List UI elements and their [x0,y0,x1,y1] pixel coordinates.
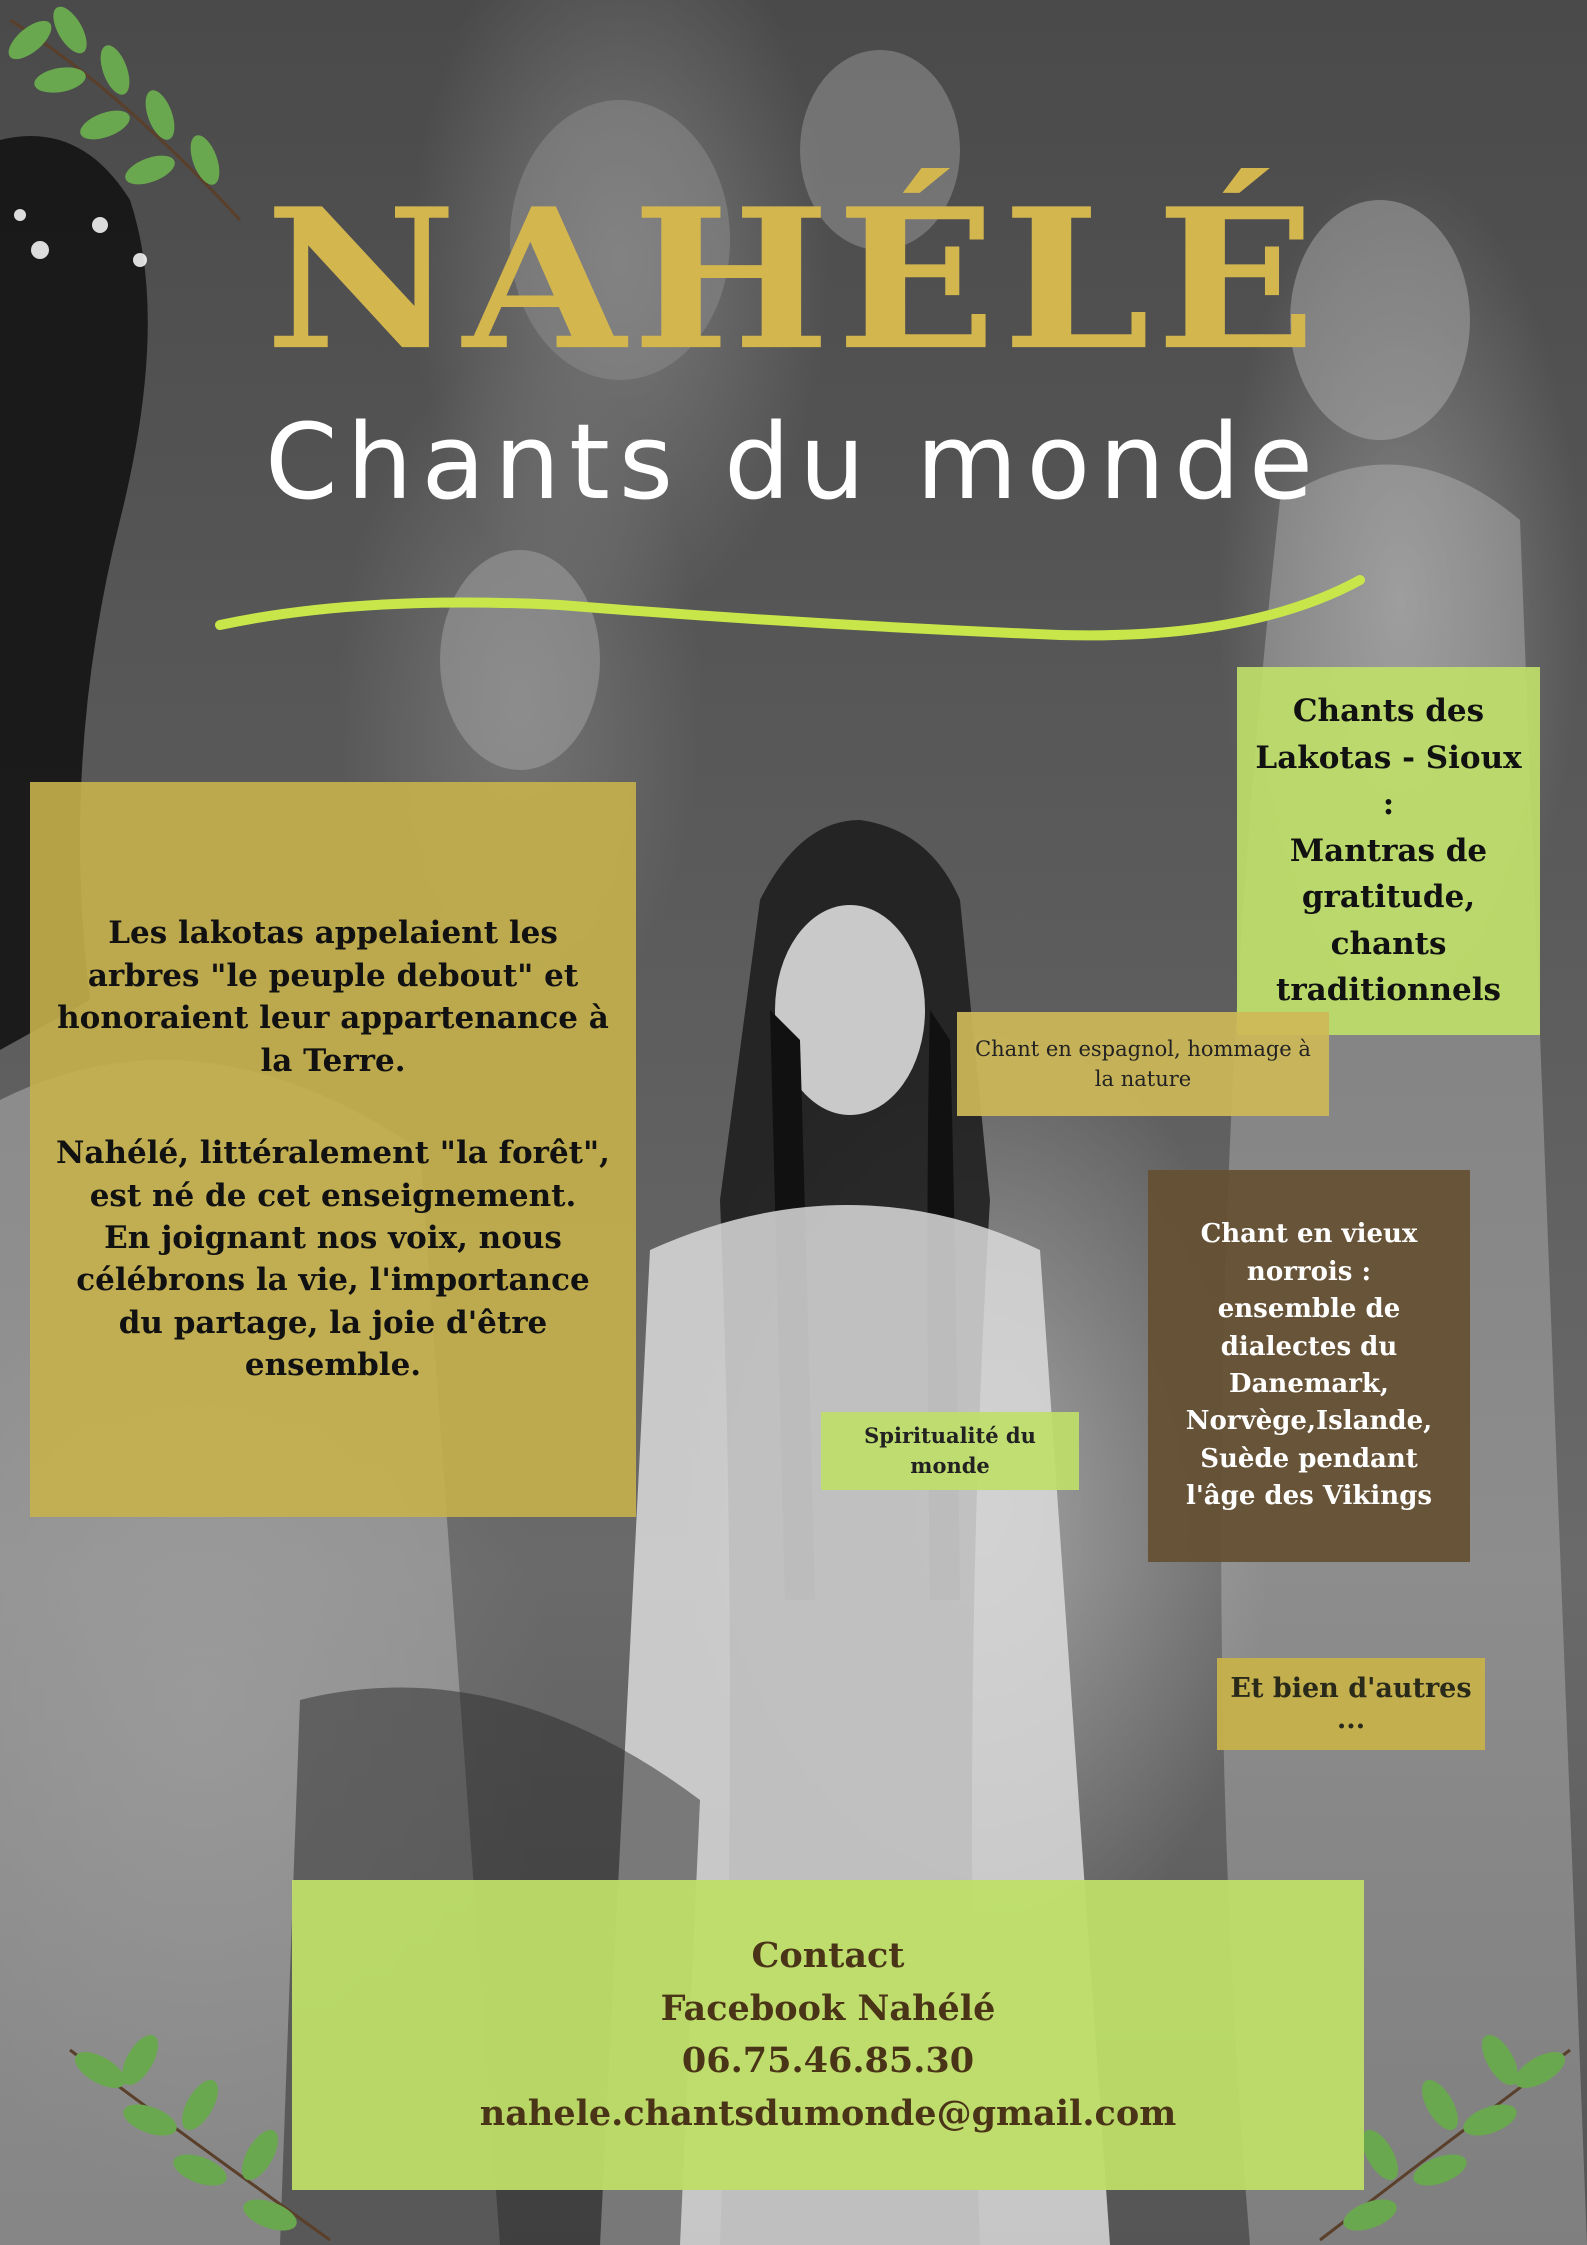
spirituality-text: Spiritualité du monde [864,1422,1036,1478]
spanish-song-text: Chant en espagnol, hommage à la nature [975,1036,1311,1091]
norse-song-box [1148,1170,1470,1562]
contact-panel [292,1880,1364,2190]
spirituality-box [821,1412,1079,1490]
poster-subtitle: Chants du monde [264,401,1323,523]
poster-title: NAHÉLÉ [264,165,1323,394]
intro-paragraph-2: Nahélé, littéralement "la forêt", est né de cet enseignement. En joignant nos voix, nous célébrons la vie, l'importance du partage, la joie d'être ensemble. [56,1135,610,1384]
norse-song-text: Chant en vieux norrois : ensemble de dialectes du Danemark, Norvège,Islande, Suède pendant l'âge des Vikings [1185,1219,1433,1512]
contact-email[interactable]: nahele.chantsdumonde@gmail.com [479,2092,1177,2134]
lakota-songs-box [1237,667,1540,1035]
contact-phone[interactable]: 06.75.46.85.30 [681,2040,975,2081]
lakota-songs-text: Chants des Lakotas - Sioux : Mantras de gratitude, chants traditionnels [1255,693,1522,1009]
decorative-wave [210,570,1380,650]
contact-facebook[interactable]: Facebook Nahélé [660,1987,996,2029]
others-box [1217,1658,1485,1750]
spanish-song-box [957,1012,1329,1116]
intro-paragraph-1: Les lakotas appelaient les arbres "le peuple debout" et honoraient leur appartenance à la Terre. [57,915,609,1079]
contact-heading: Contact [751,1935,905,1976]
intro-text-panel [30,782,636,1517]
others-text: Et bien d'autres ... [1230,1673,1472,1735]
